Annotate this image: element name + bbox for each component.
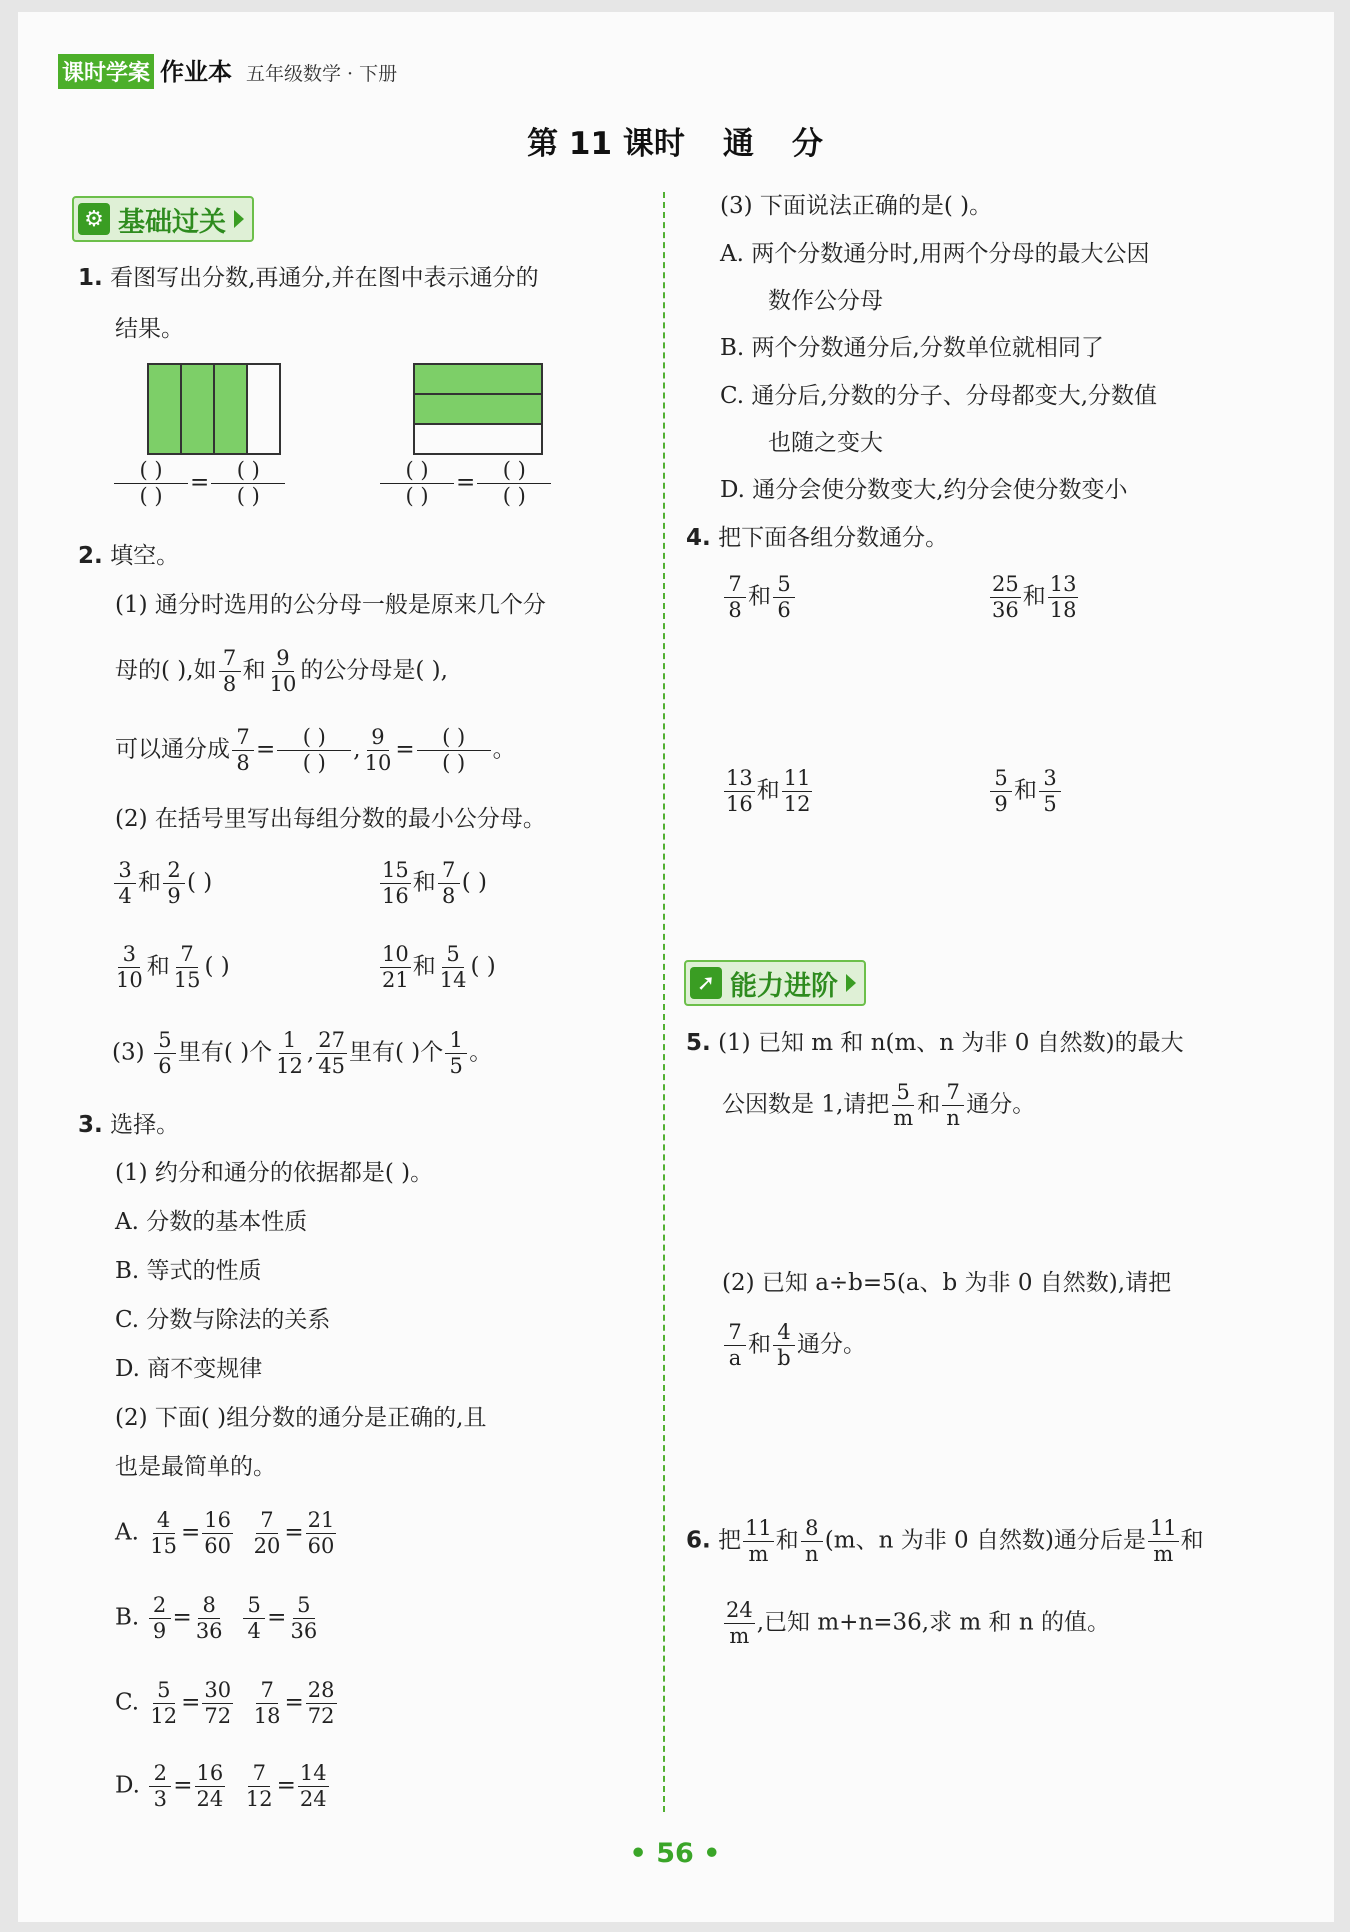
book-name: 作业本 bbox=[160, 58, 233, 86]
q4-pair-2: $\frac{25}{36}$ 和 $\frac{13}{18}$ bbox=[992, 572, 1077, 622]
q1-figure-2 bbox=[412, 362, 544, 456]
section-title-advanced: 能力进阶 bbox=[730, 970, 838, 1002]
q1-figure-1 bbox=[146, 362, 282, 456]
arrow-icon bbox=[846, 974, 856, 992]
topic-char-1: 通 bbox=[722, 126, 754, 162]
q4-title: 4. 把下面各组分数通分。 bbox=[686, 525, 949, 551]
q3-p3-option-d: D. 通分会使分数变大,约分会使分数变小 bbox=[720, 477, 1128, 503]
q3-p1: (1) 约分和通分的依据都是( )。 bbox=[115, 1160, 434, 1186]
q3-p2-option-b: B. $\frac{2}{9}$ = $\frac{8}{36}$ $\frac{5}{4}$ = $\frac{5}{36}$ bbox=[115, 1593, 318, 1643]
q3-p3-option-c: C. 通分后,分数的分子、分母都变大,分数值 bbox=[720, 383, 1158, 409]
q5-p1a: 5. (1) 已知 m 和 n(m、n 为非 0 自然数)的最大 bbox=[686, 1030, 1184, 1056]
q3-p1-option-b: B. 等式的性质 bbox=[115, 1258, 262, 1284]
q1-answer-2: $\frac{( )}{( )}$ = $\frac{( )}{( )}$ bbox=[378, 460, 553, 507]
section-badge-basic bbox=[72, 196, 254, 242]
q3-p2-option-d: D. $\frac{2}{3}$ = $\frac{16}{24}$ $\frac{7}{12}$ = $\frac{14}{24}$ bbox=[115, 1761, 327, 1811]
q3-p3-option-c-cont: 也随之变大 bbox=[768, 430, 883, 456]
column-divider bbox=[663, 192, 665, 1812]
q3-p2a: (2) 下面( )组分数的通分是正确的,且 bbox=[115, 1405, 487, 1431]
q1-text: 1. 看图写出分数,再通分,并在图中表示通分的 bbox=[78, 265, 539, 291]
q5-p1b: 公因数是 1,请把 $\frac{5}{m}$ 和 $\frac{7}{n}$ 通分。 bbox=[722, 1080, 1036, 1130]
header-brand bbox=[58, 52, 397, 89]
q3-p3-option-a: A. 两个分数通分时,用两个分母的最大公因 bbox=[720, 241, 1150, 267]
q3-title: 3. 选择。 bbox=[78, 1112, 180, 1138]
q5-p2a: (2) 已知 a÷b=5(a、b 为非 0 自然数),请把 bbox=[722, 1270, 1172, 1296]
q4-pair-1: $\frac{7}{8}$ 和 $\frac{5}{6}$ bbox=[722, 574, 797, 621]
q3-p3: (3) 下面说法正确的是( )。 bbox=[720, 193, 993, 219]
q4-pair-4: $\frac{5}{9}$ 和 $\frac{3}{5}$ bbox=[988, 768, 1063, 815]
q3-p2-option-a: A. $\frac{4}{15}$ = $\frac{16}{60}$ $\frac{7}{20}$ = $\frac{21}{60}$ bbox=[115, 1508, 335, 1558]
q3-p3-option-b: B. 两个分数通分后,分数单位就相同了 bbox=[720, 335, 1104, 361]
brand-logo: 课时学案 bbox=[58, 54, 154, 89]
q3-p1-option-c: C. 分数与除法的关系 bbox=[115, 1307, 331, 1333]
q2-p3: (3) $\frac{5}{6}$ 里有( )个 $\frac{1}{12}$ , $\frac{27}{45}$ 里有( )个 $\frac{1}{5}$ 。 bbox=[112, 1028, 493, 1078]
q2-lcd-3: $\frac{3}{10}$ 和 $\frac{7}{15}$ ( ) bbox=[116, 942, 230, 992]
q1-answer-1: $\frac{( )}{( )}$ = $\frac{( )}{( )}$ bbox=[112, 460, 287, 507]
q2-lcd-1: $\frac{3}{4}$ 和 $\frac{2}{9}$ ( ) bbox=[112, 860, 212, 907]
q3-p2b: 也是最简单的。 bbox=[115, 1454, 276, 1480]
page-title bbox=[0, 118, 1350, 163]
q2-p2: (2) 在括号里写出每组分数的最小公分母。 bbox=[115, 806, 546, 832]
q2-title: 2. 填空。 bbox=[78, 543, 180, 569]
q6-line-1: 6. 把 $\frac{11}{m}$ 和 $\frac{8}{n}$ (m、n 为非 0 自然数)通分后是 $\frac{11}{m}$ 和 bbox=[686, 1516, 1204, 1566]
page-number: • 56 • bbox=[629, 1838, 721, 1869]
q3-p3-option-a-cont: 数作公分母 bbox=[768, 288, 883, 314]
q2-p1a: (1) 通分时选用的公分母一般是原来几个分 bbox=[115, 592, 546, 618]
q5-p2b: $\frac{7}{a}$ 和 $\frac{4}{b}$ 通分。 bbox=[722, 1322, 866, 1369]
book-subtitle: 五年级数学 · 下册 bbox=[246, 63, 398, 85]
lesson-number: 第 11 课时 bbox=[527, 126, 685, 162]
q4-pair-3: $\frac{13}{16}$ 和 $\frac{11}{12}$ bbox=[726, 766, 811, 816]
gear-icon: ⚙ bbox=[78, 203, 110, 235]
q2-lcd-4: $\frac{10}{21}$ 和 $\frac{5}{14}$ ( ) bbox=[382, 942, 496, 992]
q2-lcd-2: $\frac{15}{16}$ 和 $\frac{7}{8}$ ( ) bbox=[382, 858, 487, 908]
arrow-icon bbox=[234, 210, 244, 228]
section-title-basic: 基础过关 bbox=[118, 206, 226, 238]
q6-line-2: $\frac{24}{m}$ ,已知 m+n=36,求 m 和 n 的值。 bbox=[726, 1598, 1110, 1648]
topic-char-2: 分 bbox=[791, 126, 823, 162]
q1-text-2: 结果。 bbox=[115, 316, 184, 342]
q2-p1b: 母的( ),如 $\frac{7}{8}$ 和 $\frac{9}{10}$ 的公分母是( ), bbox=[115, 646, 448, 696]
q3-p2-option-c: C. $\frac{5}{12}$ = $\frac{30}{72}$ $\frac{7}{18}$ = $\frac{28}{72}$ bbox=[115, 1678, 335, 1728]
q2-p1c: 可以通分成 $\frac{7}{8}$ = $\frac{( )}{( )}$ , $\frac{9}{10}$ = $\frac{( )}{( )}$ 。 bbox=[115, 725, 516, 775]
runner-icon: ➚ bbox=[690, 967, 722, 999]
q3-p1-option-a: A. 分数的基本性质 bbox=[115, 1209, 308, 1235]
section-badge-advanced bbox=[684, 960, 866, 1006]
q3-p1-option-d: D. 商不变规律 bbox=[115, 1356, 263, 1382]
figure1-shaded-area bbox=[148, 364, 247, 454]
